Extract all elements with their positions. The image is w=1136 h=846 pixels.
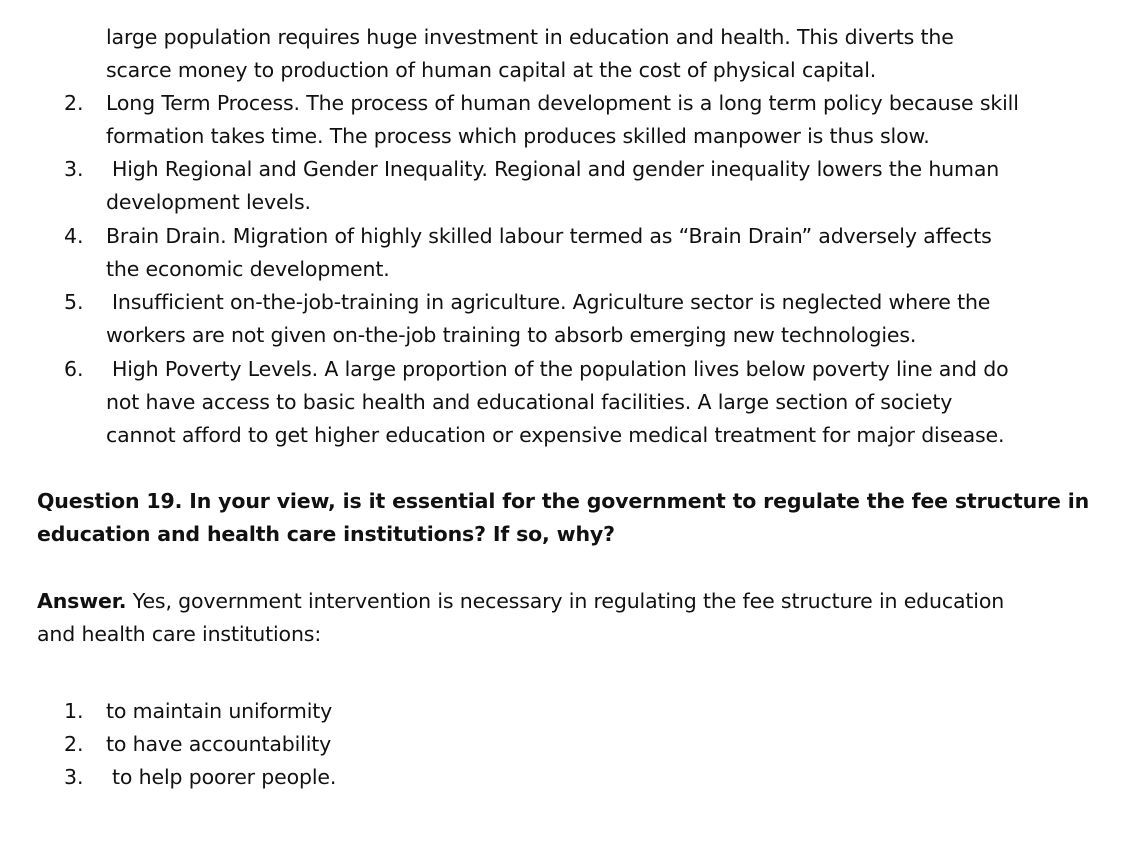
continuation-line: scarce money to production of human capital at the cost of physical capital.: [106, 58, 877, 82]
answer-label: Answer.: [37, 589, 127, 613]
question-heading: education and health care institutions? If so, why?: [37, 522, 615, 546]
list-item-line: High Poverty Levels. A large proportion of the population lives below poverty line and do: [112, 357, 1009, 381]
question-heading: Question 19. In your view, is it essential for the government to regulate the fee structure in: [37, 489, 1090, 513]
list-number: 1.: [64, 699, 84, 723]
answer-line: [37, 585, 1004, 618]
list-item-line: Brain Drain. Migration of highly skilled labour termed as “Brain Drain” adversely affects: [106, 224, 992, 248]
list-item-line: cannot afford to get higher education or expensive medical treatment for major disease.: [106, 423, 1005, 447]
reason-item: to help poorer people.: [112, 765, 337, 789]
list-item-line: Insufficient on-the-job-training in agriculture. Agriculture sector is neglected where the: [112, 290, 991, 314]
list-item-line: not have access to basic health and educational facilities. A large section of society: [106, 390, 953, 414]
list-item-line: Long Term Process. The process of human development is a long term policy because skill: [106, 91, 1019, 115]
list-number: 2.: [64, 91, 84, 115]
list-number: 3.: [64, 765, 84, 789]
list-item-line: High Regional and Gender Inequality. Regional and gender inequality lowers the human: [112, 157, 1000, 181]
list-item-line: formation takes time. The process which produces skilled manpower is thus slow.: [106, 124, 930, 148]
continuation-line: large population requires huge investment in education and health. This diverts the: [106, 25, 954, 49]
answer-line: and health care institutions:: [37, 622, 322, 646]
list-item-line: the economic development.: [106, 257, 390, 281]
list-item-line: workers are not given on-the-job training to absorb emerging new technologies.: [106, 323, 917, 347]
list-number: 5.: [64, 290, 84, 314]
list-item-line: development levels.: [106, 190, 311, 214]
list-number: 3.: [64, 157, 84, 181]
reason-item: to maintain uniformity: [106, 699, 333, 723]
list-number: 2.: [64, 732, 84, 756]
list-number: 4.: [64, 224, 84, 248]
list-number: 6.: [64, 357, 84, 381]
answer-text: Yes, government intervention is necessary in regulating the fee structure in education: [126, 589, 1005, 613]
reason-item: to have accountability: [106, 732, 332, 756]
